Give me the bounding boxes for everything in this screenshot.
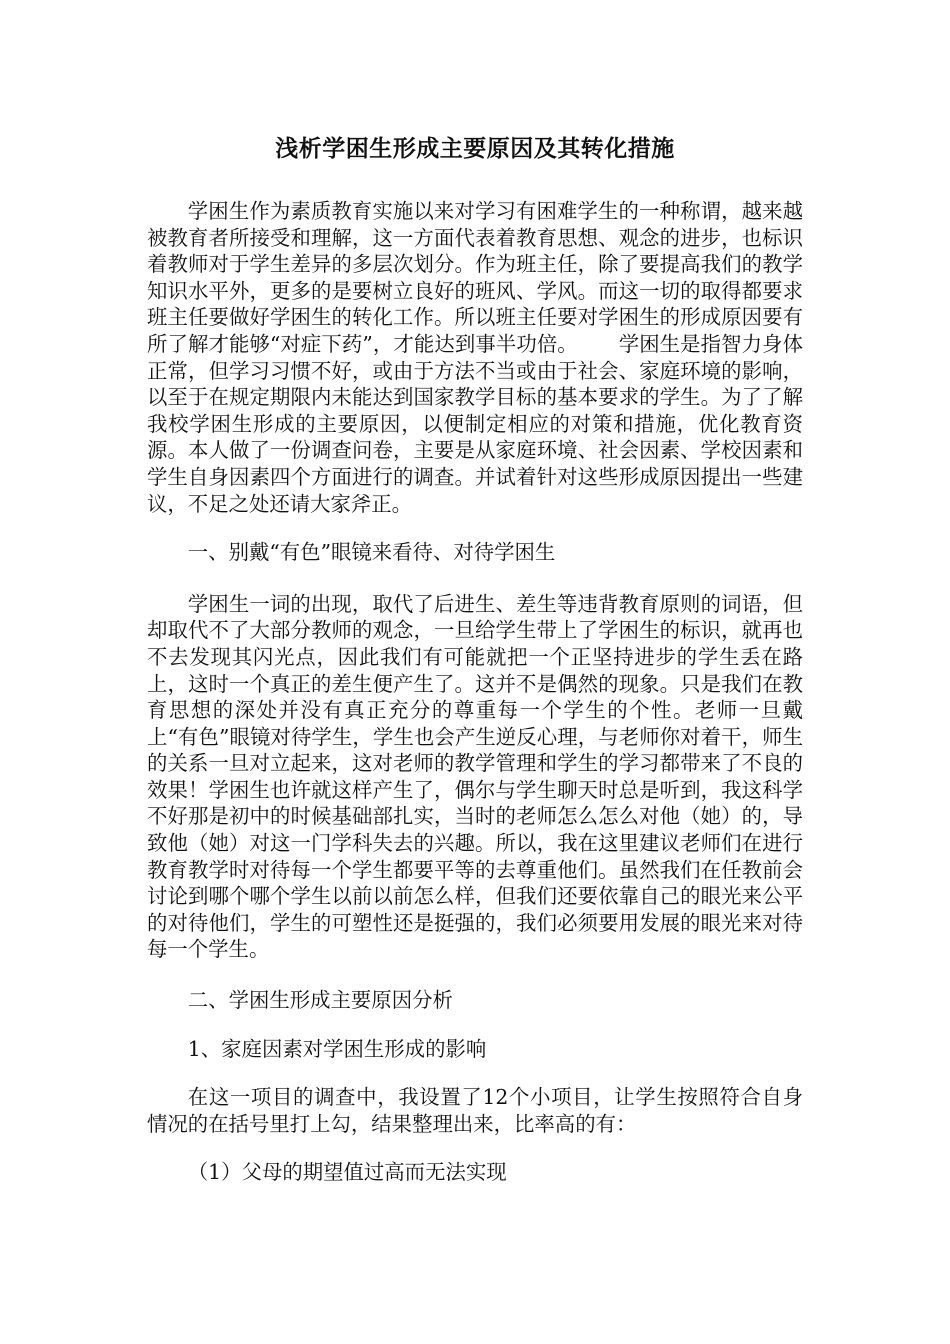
intro-paragraph-part-2: 学困生是指智力身体正常，但学习习惯不好，或由于方法不当或由于社会、家庭环境的影响，以至于在规定期限内未能达到国家教学目标的基本要求的学生。为了了解我校学困生形成的主要原因，以便制定相应的对策和措施，优化教育资源。本人做了一份调查问卷，主要是从家庭环境、社会因素、学校因素和学生自身因素四个方面进行的调查。并试着针对这些形成原因提出一些建议，不足之处还请大家斧正。 (147, 331, 803, 516)
document-body (147, 198, 803, 1186)
body-paragraph-1: 学困生一词的出现，取代了后进生、差生等违背教育原则的词语，但却取代不了大部分教师的观念，一旦给学生带上了学困生的标识，就再也不去发现其闪光点，因此我们有可能就把一个正坚持进步的学生丢在路上，这时一个真正的差生便产生了。这并不是偶然的现象。只是我们在教育思想的深处并没有真正充分的尊重每一个学生的个性。老师一旦戴上“有色”眼镜对待学生，学生也会产生逆反心理，与老师你对着干，师生的关系一旦对立起来，这对老师的教学管理和学生的学习都带来了不良的效果！学困生也许就这样产生了，偶尔与学生聊天时总是听到，我这科学不好那是初中的时候基础部扎实，当时的老师怎么怎么对他（她）的，导致他（她）对这一门学科失去的兴趣。所以，我在这里建议老师们在进行教育教学时对待每一个学生都要平等的去尊重他们。虽然我们在任教前会讨论到哪个哪个学生以前以前怎么样，但我们还要依靠自己的眼光来公平的对待他们，学生的可塑性还是挺强的，我们必须要用发展的眼光来对待每一个学生。 (147, 591, 803, 962)
section-heading-2: 二、学困生形成主要原因分析 (187, 988, 453, 1013)
subsection-heading-1: 1、家庭因素对学困生形成的影响 (187, 1036, 487, 1061)
section-heading-1: 一、别戴“有色”眼镜来看待、对待学困生 (187, 540, 556, 565)
intro-paragraph-part-1: 学困生作为素质教育实施以来对学习有困难学生的一种称谓，越来越被教育者所接受和理解，这一方面代表着教育思想、观念的进步，也标识着教师对于学生差异的多层次划分。作为班主任，除了要提高我们的教学知识水平外，更多的是要树立良好的班风、学风。而这一切的取得都要求班主任要做好学困生的转化工作。所以班主任要对学困生的形成原因要有所了解才能够“对症下药”，才能达到事半功倍。 (147, 199, 803, 356)
document-title: 浅析学困生形成主要原因及其转化措施 (275, 135, 675, 162)
intro-paragraph (147, 198, 803, 517)
body-paragraph-2: 在这一项目的调查中，我设置了12个小项目，让学生按照符合自身情况的在括号里打上勾，结果整理出来，比率高的有： (147, 1085, 803, 1136)
list-item-1: （1）父母的期望值过高而无法实现 (187, 1160, 507, 1185)
